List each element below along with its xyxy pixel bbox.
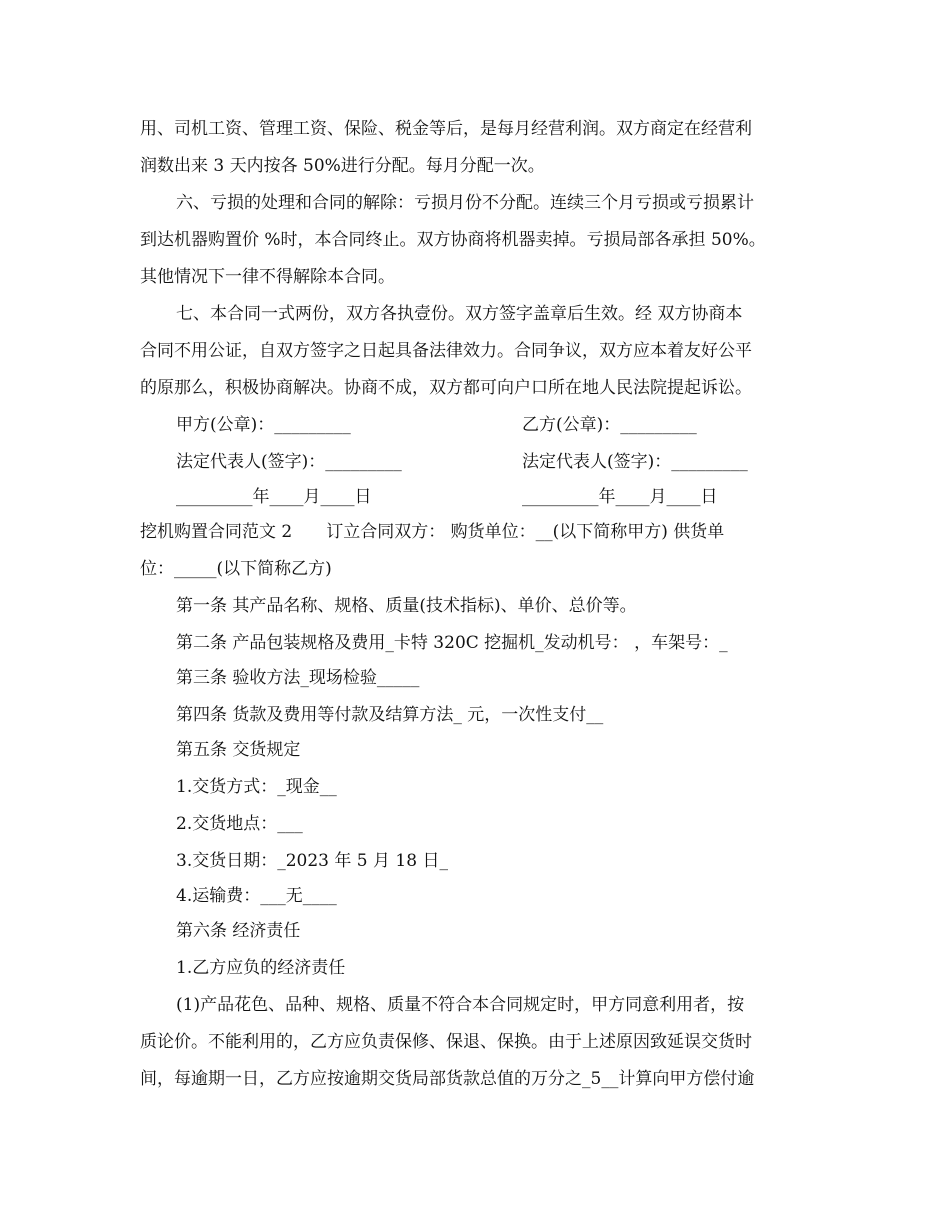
party-a-date-field: _________年____月____日	[176, 487, 372, 507]
paragraph-line: 六、亏损的处理和合同的解除：亏损月份不分配。连续三个月亏损或亏损累计	[176, 193, 754, 213]
paragraph-line: 位：_____(以下简称乙方)	[140, 559, 332, 579]
paragraph-line: 间，每逾期一日，乙方应按逾期交货局部货款总值的万分之_5__计算向甲方偿付逾	[140, 1069, 755, 1089]
party-a-representative-field: 法定代表人(签字)：_________	[176, 452, 402, 472]
clause-line: 1.交货方式：_现金__	[176, 777, 337, 797]
clause-line: 第三条 验收方法_现场检验_____	[176, 668, 420, 688]
party-b-seal-field: 乙方(公章)：_________	[522, 415, 697, 435]
clause-line: 第二条 产品包装规格及费用_卡特 320C 挖掘机_发动机号： ，车架号：_	[176, 633, 728, 653]
party-a-seal-field: 甲方(公章)：_________	[176, 415, 351, 435]
paragraph-line: 润数出来 3 天内按各 50%进行分配。每月分配一次。	[140, 156, 545, 176]
clause-line: 第四条 货款及费用等付款及结算方法_ 元，一次性支付__	[176, 705, 604, 725]
clause-line: 4.运输费：___无____	[176, 886, 337, 906]
clause-line: 3.交货日期：_2023 年 5 月 18 日_	[176, 851, 448, 871]
clause-line: 第六条 经济责任	[176, 921, 301, 941]
clause-line: 1.乙方应负的经济责任	[176, 958, 346, 978]
clause-line: 第一条 其产品名称、规格、质量(技术指标)、单价、总价等。	[176, 596, 637, 616]
paragraph-line: (1)产品花色、品种、规格、质量不符合本合同规定时，甲方同意利用者，按	[176, 995, 745, 1015]
paragraph-line: 用、司机工资、管理工资、保险、税金等后，是每月经营利润。双方商定在经营利	[140, 119, 752, 139]
clause-line: 2.交货地点：___	[176, 814, 303, 834]
paragraph-line: 的原那么，积极协商解决。协商不成，双方都可向户口所在地人民法院提起诉讼。	[140, 378, 752, 398]
party-b-representative-field: 法定代表人(签字)：_________	[522, 452, 748, 472]
paragraph-line: 质论价。不能利用的，乙方应负责保修、保退、保换。由于上述原因致延误交货时	[140, 1032, 752, 1052]
clause-line: 第五条 交货规定	[176, 740, 301, 760]
paragraph-line: 七、本合同一式两份，双方各执壹份。双方签字盖章后生效。经 双方协商本	[176, 304, 743, 324]
party-b-date-field: _________年____月____日	[522, 487, 718, 507]
contract2-title-line: 挖机购置合同范文 2 订立合同双方： 购货单位：__(以下简称甲方) 供货单	[140, 522, 725, 542]
paragraph-line: 合同不用公证，自双方签字之日起具备法律效力。合同争议，双方应本着友好公平	[140, 341, 752, 361]
paragraph-line: 到达机器购置价 %时，本合同终止。双方协商将机器卖掉。亏损局部各承担 50%。	[140, 230, 766, 250]
paragraph-line: 其他情况下一律不得解除本合同。	[140, 267, 395, 287]
